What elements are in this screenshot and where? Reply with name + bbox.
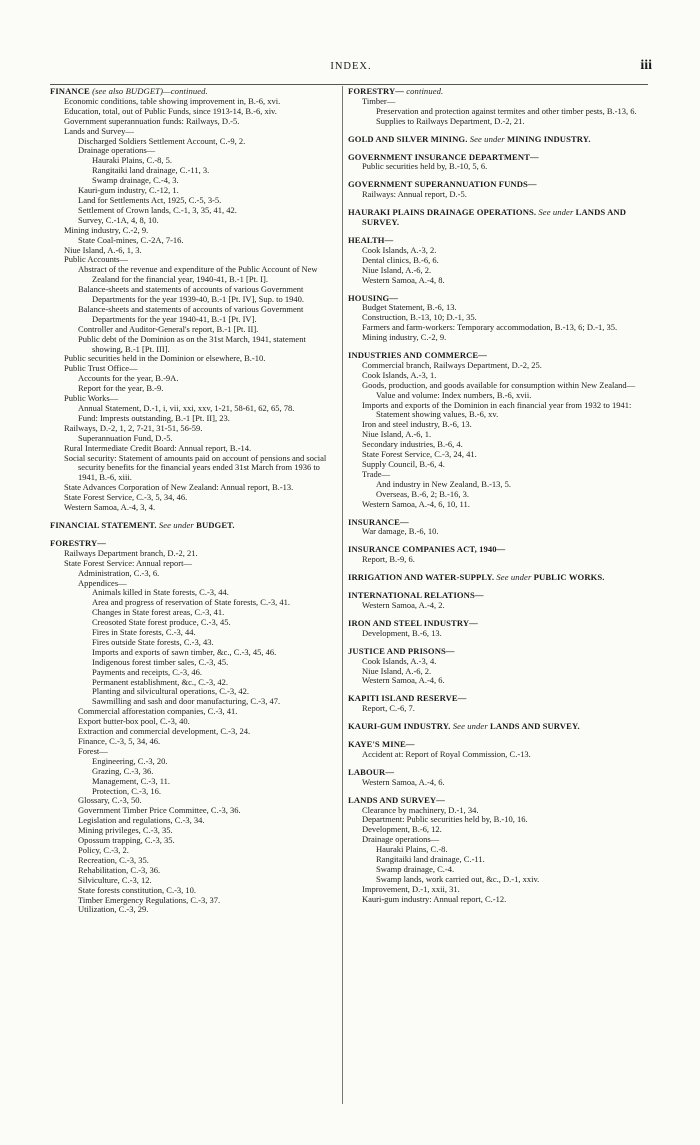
entry-text: State Forest Service, C.-3, 5, 34, 46. [64,492,188,503]
heading-text: INSURANCE COMPANIES ACT, 1940— [348,544,506,555]
heading-text: FINANCIAL STATEMENT. [50,519,157,530]
entry-text: Railways Department branch, D.-2, 21. [64,547,198,558]
index-entry [348,500,648,510]
entry-text: State forests constitution, C.-3, 10. [78,884,197,895]
entry-text: Drainage operations— [78,145,156,156]
index-entry [348,750,648,760]
index-entry [348,676,648,686]
index-entry [50,335,337,355]
entry-text: Rehabilitation, C.-3, 36. [78,864,161,875]
heading-text: FORESTRY— [348,86,404,96]
entry-text: Mining privileges, C.-3, 35. [78,825,173,836]
heading-text: HOUSING— [348,292,398,303]
index-entry [348,704,648,714]
entry-text: Niue Island, A.-6, 1. [362,429,432,440]
entry-text: Imports and exports of sawn timber, &c., C.-3, 45, 46. [92,646,277,657]
entry-text: State Coal-mines, C.-2A, 7-16. [78,234,184,245]
entry-text: Permanent establishment, &c., C.-3, 42. [92,676,228,687]
index-heading [348,722,648,732]
entry-text: Swamp drainage, C.-4, 3. [92,175,179,186]
entry-text: Western Samoa, A.-4, 2. [362,599,445,610]
entry-text: Government Timber Price Committee, C.-3, 36. [78,805,241,816]
entry-text: Payments and receipts, C.-3, 46. [92,666,203,677]
cross-reference: MINING INDUSTRY. [506,133,591,144]
index-entry [50,454,337,484]
entry-text: Commercial afforestation companies, C.-3, 41. [78,706,238,717]
continued-note: continued. [406,86,444,96]
entry-text: Rural Intermediate Credit Board: Annual report, B.-14. [64,442,252,453]
entry-text: Public Works— [64,393,119,404]
entry-text: And industry in New Zealand, B.-13, 5. [376,478,512,489]
entry-text: Railways, D.-2, 1, 2, 7-21, 31-51, 56-59. [64,422,203,433]
page-header [50,58,652,76]
entry-text: Opossum trapping, C.-3, 35. [78,835,175,846]
entry-text: Utilization, C.-3, 29. [78,904,149,915]
entry-text: Hauraki Plains, C.-8, 5. [92,155,173,166]
cross-reference: PUBLIC WORKS. [533,572,605,583]
entry-text: Forest— [78,745,108,756]
cross-reference: BUDGET. [196,519,235,530]
entry-text: Public securities held by, B.-10, 5, 6. [362,161,488,172]
entry-text: Recreation, C.-3, 35. [78,854,149,865]
heading-text: GOVERNMENT SUPERANNUATION FUNDS— [348,179,537,190]
see-under: See under [158,519,194,530]
entry-text: Timber— [362,95,396,106]
page-number: iii [640,58,652,73]
column-divider [342,86,343,1104]
entry-text: Report, C.-6, 7. [362,703,415,714]
entry-text: Drainage operations— [362,834,440,845]
index-column-right [348,87,648,905]
entry-text: Overseas, B.-6, 2; B.-16, 3. [376,488,470,499]
entry-text: Kauri-gum industry, C.-12, 1. [78,185,179,196]
entry-text: Railways: Annual report, D.-5. [362,189,467,200]
entry-text: Report, B.-9, 6. [362,554,415,565]
index-entry [50,905,337,915]
entry-text: Creosoted State forest produce, C.-3, 45. [92,617,231,628]
index-entry [50,285,337,305]
entry-text: Timber Emergency Regulations, C.-3, 37. [78,894,221,905]
entry-text: Trade— [362,468,391,479]
entry-text: Finance, C.-3, 5, 34, 46. [78,736,161,746]
entry-text: Supplies to Railways Department, D.-2, 21. [376,115,525,126]
entry-text: Development, B.-6, 12. [362,824,442,835]
index-entry [50,265,337,285]
entry-text: Changes in State forest areas, C.-3, 41. [92,607,225,618]
cross-reference: LANDS AND SURVEY. [490,721,580,732]
entry-text: Economic conditions, table showing improvement in, B.-6, xvi. [64,95,281,106]
index-entry [348,555,648,565]
entry-text: Settlement of Crown lands, C.-1, 3, 35, 41, 42. [78,204,237,215]
index-heading [348,208,648,228]
entry-text: Planting and silvicultural operations, C.-3, 42. [92,686,249,697]
entry-text: Legislation and regulations, C.-3, 34. [78,815,205,826]
page-title: INDEX. [330,61,372,72]
entry-text: Accounts for the year, B.-9A. [78,373,179,384]
entry-text: Extraction and commercial development, C.-3, 24. [78,726,251,737]
entry-text: Rangitaiki land drainage, C.-11. [376,854,485,865]
entry-text: Niue Island, A.-6, 2. [362,264,432,275]
index-entry [50,305,337,325]
entry-text: Western Samoa, A.-4, 3, 4. [64,502,156,513]
entry-text: Annual Statement, D.-1, i, vii, xxi, xxv, 1-21, 58-61, 62, 65, 78. [78,403,295,413]
entry-text: Education, total, out of Public Funds, since 1913-14, B.-6, xiv. [64,105,277,116]
heading-text: JUSTICE AND PRISONS— [348,645,455,656]
heading-text: KAYE'S MINE— [348,739,415,750]
see-under: See under [452,721,488,732]
entry-text: Construction, B.-13, 10; D.-1, 35. [362,312,477,323]
entry-text: Improvement, D.-1, xxii, 31. [362,883,460,894]
entry-text: Public Trust Office— [64,363,138,374]
heading-text: FINANCE [50,86,90,96]
heading-text: HEALTH— [348,234,394,245]
index-heading [348,135,648,145]
heading-text: HAURAKI PLAINS DRAINAGE OPERATIONS. [348,207,537,218]
header-rule [50,84,648,85]
entry-text: War damage, B.-6, 10. [362,526,439,537]
heading-text: INTERNATIONAL RELATIONS— [348,590,484,601]
entry-text: Western Samoa, A.-4, 6. [362,675,445,686]
entry-text: Development, B.-6, 13. [362,627,442,638]
entry-text: Fires outside State forests, C.-3, 43. [92,636,214,647]
entry-text: Iron and steel industry, B.-6, 13. [362,419,472,430]
heading-text: FORESTRY— [50,537,106,548]
entry-text: Commercial branch, Railways Department, D.-2, 25. [362,359,542,370]
index-heading [50,521,337,531]
entry-text: Farmers and farm-workers: Temporary accommodation, B.-13, 6; D.-1, 35. [362,322,618,333]
entry-text: Administration, C.-3, 6. [78,567,160,578]
heading-text: KAURI-GUM INDUSTRY. [348,721,451,732]
entry-text: Animals killed in State forests, C.-3, 44. [92,587,229,598]
entry-text: State Forest Service: Annual report— [64,557,192,568]
index-entry [348,162,648,172]
index-column-left [50,87,337,915]
heading-text: INSURANCE— [348,516,409,527]
entry-text: State Forest Service, C.-3, 24, 41. [362,449,477,460]
heading-text: LABOUR— [348,766,395,777]
heading-text: LANDS AND SURVEY— [348,794,445,805]
entry-text: Government superannuation funds: Railways, D.-5. [64,115,240,126]
index-entry [348,401,648,421]
entry-text: Balance-sheets and statements of accounts of various Government Departments for the year 1940-41, B.-1 [Pt. IV]. [78,303,304,324]
index-entry [348,527,648,537]
entry-text: Grazing, C.-3, 36. [92,765,154,776]
entry-text: Superannuation Fund, D.-5. [78,432,173,443]
entry-text: Goods, production, and goods available for consumption within New Zealand—Value and volume: Index numbers, B.-6, xvii. [362,379,636,400]
heading-text: IRRIGATION AND WATER-SUPPLY. [348,572,495,583]
entry-text: Accident at: Report of Royal Commission, C.-13. [362,748,531,759]
index-entry [348,460,648,470]
heading-text: IRON AND STEEL INDUSTRY— [348,617,478,628]
see-under: See under [496,572,532,583]
index-entry [50,503,337,513]
entry-text: Management, C.-3, 11. [92,775,171,786]
entry-text: Preservation and protection against termites and other timber pests, B.-13, 6. [376,105,637,116]
index-entry [348,629,648,639]
entry-text: Silviculture, C.-3, 12. [78,874,152,885]
entry-text: Land for Settlements Act, 1925, C.-5, 3-5. [78,194,222,205]
entry-text: Department: Public securities held by, B.-10, 16. [362,814,528,825]
entry-text: Abstract of the revenue and expenditure of the Public Account of New Zealand for the financial year, 1940-41, B.-1 [Pt. I]. [78,264,318,285]
entry-text: Report for the year, B.-9. [78,383,164,394]
entry-text: Dental clinics, B.-6, 6. [362,254,439,265]
continued-note: (see also BUDGET)—continued. [92,86,208,96]
index-entry [348,778,648,788]
entry-text: Swamp lands, work carried out, &c., D.-1, xxiv. [376,873,540,884]
index-entry [348,381,648,401]
entry-text: Mining industry, C.-2, 9. [362,332,447,343]
entry-text: Cook Islands, A.-3, 2. [362,244,437,255]
entry-text: Hauraki Plains, C.-8. [376,844,448,855]
entry-text: Balance-sheets and statements of accounts of various Government Departments for the year 1939-40, B.-1 [Pt. IV], Sup. to 1940. [78,284,304,305]
heading-text: INDUSTRIES AND COMMERCE— [348,350,487,361]
index-entry [348,117,648,127]
entry-text: Supply Council, B.-6, 4. [362,459,445,469]
entry-text: Secondary industries, B.-6, 4. [362,439,463,450]
index-heading [348,573,648,583]
see-under: See under [469,133,505,144]
entry-text: Fund: Imprests outstanding, B.-1 [Pt. II], 23. [78,412,230,423]
entry-text: Discharged Soldiers Settlement Account, C.-9, 2. [78,135,246,146]
entry-text: Policy, C.-3, 2. [78,844,129,855]
entry-text: State Advances Corporation of New Zealand: Annual report, B.-13. [64,482,294,493]
heading-text: KAPITI ISLAND RESERVE— [348,693,467,704]
cross-reference: LANDS AND SURVEY. [362,207,626,228]
entry-text: Niue Island, A.-6, 2. [362,665,432,676]
entry-text: Imports and exports of the Dominion in each financial year from 1932 to 1941: Statement showing values, B.-6, xv. [362,399,632,420]
entry-text: Western Samoa, A.-4, 6. [362,776,445,787]
entry-text: Fires in State forests, C.-3, 44. [92,627,196,638]
heading-text: GOVERNMENT INSURANCE DEPARTMENT— [348,151,539,162]
entry-text: Appendices— [78,577,127,588]
entry-text: Survey, C.-1A, 4, 8, 10. [78,214,159,225]
entry-text: Sawmilling and sash and door manufacturing, C.-3, 47. [92,696,281,707]
entry-text: Protection, C.-3, 16. [92,785,161,796]
entry-text: Kauri-gum industry: Annual report, C.-12. [362,893,507,904]
entry-text: Cook Islands, A.-3, 4. [362,655,437,666]
entry-text: Public Accounts— [64,254,128,265]
index-entry [348,601,648,611]
entry-text: Niue Island, A.-6, 1, 3. [64,244,142,255]
entry-text: Engineering, C.-3, 20. [92,755,168,766]
index-entry [348,333,648,343]
index-entry [348,276,648,286]
entry-text: Swamp drainage, C.-4. [376,864,455,874]
entry-text: Mining industry, C.-2, 9. [64,224,149,235]
entry-text: Western Samoa, A.-4, 6, 10, 11. [362,498,470,509]
entry-text: Export butter-box pool, C.-3, 40. [78,716,190,727]
entry-text: Public securities held in the Dominion or elsewhere, B.-10. [64,353,266,364]
index-entry [348,190,648,200]
entry-text: Clearance by machinery, D.-1, 34. [362,804,479,815]
entry-text: Cook Islands, A.-3, 1. [362,369,437,380]
entry-text: Social security: Statement of amounts paid on account of pensions and social security benefits for the financial years ended 31st March from 1936 to 1941, B.-6, xiii. [64,452,327,483]
entry-text: Controller and Auditor-General's report, B.-1 [Pt. II]. [78,323,259,334]
entry-text: Area and progress of reservation of State forests, C.-3, 41. [92,597,291,608]
entry-text: Western Samoa, A.-4, 8. [362,274,445,285]
heading-text: GOLD AND SILVER MINING. [348,133,468,144]
entry-text: Indigenous forest timber sales, C.-3, 45. [92,656,229,667]
entry-text: Public debt of the Dominion as on the 31st March, 1941, statement showing, B.-1 [Pt. III]. [78,333,306,354]
index-entry [348,895,648,905]
see-under: See under [538,207,574,218]
entry-text: Lands and Survey— [64,125,134,136]
entry-text: Glossary, C.-3, 50. [78,795,142,806]
entry-text: Rangitaiki land drainage, C.-11, 3. [92,165,210,176]
entry-text: Budget Statement, B.-6, 13. [362,302,457,313]
